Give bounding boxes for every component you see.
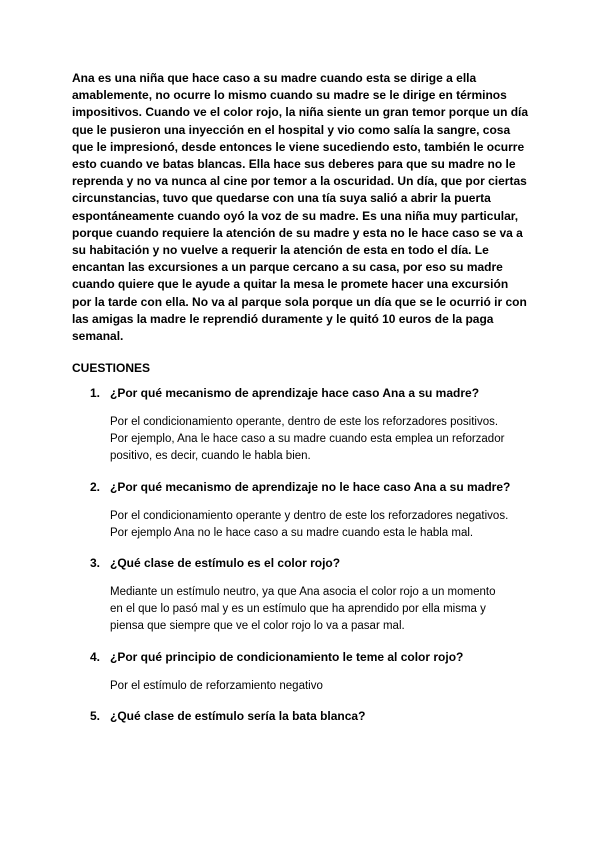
question-list — [90, 386, 530, 738]
question-item — [90, 480, 530, 542]
question-text: ¿Qué clase de estímulo sería la bata blanca? — [110, 708, 366, 723]
question-item — [90, 650, 530, 695]
question-number: 3. — [90, 556, 101, 571]
question-number: 5. — [90, 708, 101, 723]
question-number: 1. — [90, 386, 101, 400]
question-item — [90, 386, 530, 466]
question-number: 2. — [90, 479, 101, 494]
answer-text: Por el estímulo de reforzamiento negativo — [110, 679, 323, 692]
answer-text: Por el condicionamiento operante y dentro de este los reforzadores negativos. Por ejemplo Ana no le hace caso a su madre cuando esta le habla mal. — [110, 509, 509, 539]
question-number: 4. — [90, 649, 101, 664]
answer-text: Por el condicionamiento operante, dentro de este los reforzadores positivos. Por ejemplo, Ana le hace caso a su madre cuando esta emplea un reforzador positivo, es decir, cuando le habla bien. — [110, 416, 505, 463]
question-text: ¿Qué clase de estímulo es el color rojo? — [110, 556, 341, 571]
question-text: ¿Por qué mecanismo de aprendizaje no le hace caso Ana a su madre? — [110, 479, 511, 494]
question-text: ¿Por qué mecanismo de aprendizaje hace caso Ana a su madre? — [110, 386, 480, 400]
case-description: Ana es una niña que hace caso a su madre cuando esta se dirige a ella amablemente, no ocurre lo mismo cuando su madre se le dirige en términos impositivos. Cuando ve el color rojo, la niña siente un gran temor porque un día que le pusieron una inyección en el hospital y vio como salía la sangre, cosa que le impresionó, desde entonces le viene sucediendo esto, también le ocurre esto cuando ve batas blancas. Ella hace sus deberes para que su madre no le reprenda y no va nunca al cine por temor a la oscuridad. Un día, que por ciertas circunstancias, tuvo que quedarse con una tía suya salió a abrir la puerta espontáneamente cuando oyó la voz de su madre. Es una niña muy particular, porque cuando requiere la atención de su madre y esta no le hace caso se va a su habitación y no vuelve a requerir la atención de esta en todo el día. Le encantan las excursiones a un parque cercano a su casa, por eso su madre cuando quiere que le ayude a quitar la mesa le promete hacer una excursión por la tarde con ella. No va al parque sola porque un día que se le ocurrió ir con las amigas la madre le reprendió duramente y le quitó 10 euros de la paga semanal. — [72, 71, 529, 344]
question-item — [90, 709, 530, 724]
question-text: ¿Por qué principio de condicionamiento le teme al color rojo? — [110, 649, 464, 664]
answer-text: Mediante un estímulo neutro, ya que Ana asocia el color rojo a un momento en el que lo pasó mal y es un estímulo que ha aprendido por ella misma y piensa que siempre que ve el color rojo lo va a pasar mal. — [110, 586, 496, 633]
section-heading: CUESTIONES — [72, 361, 151, 375]
question-item — [90, 556, 530, 636]
